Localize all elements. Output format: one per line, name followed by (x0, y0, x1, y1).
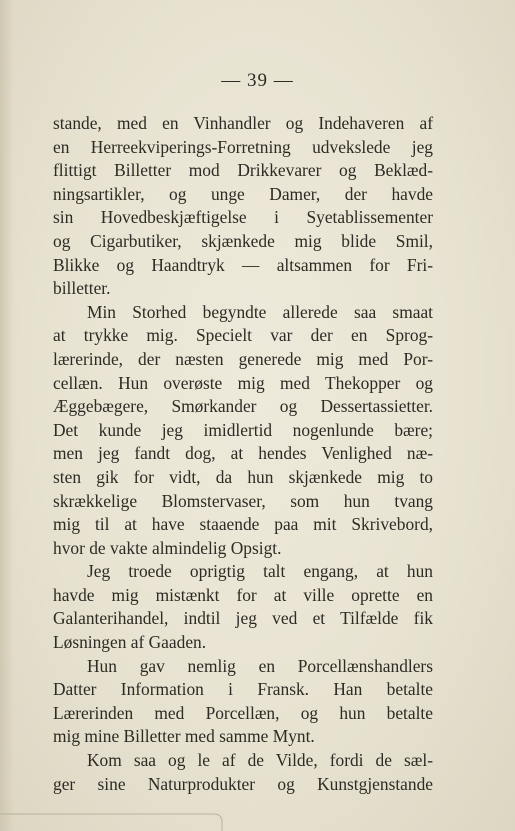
text-line: cellæn. Hun overøste mig med Thekopper og (53, 372, 433, 393)
text-line: Min Storhed begyndte allerede saa smaat (87, 301, 433, 322)
text-line: Galanterihandel, indtil jeg ved et Tilfælde fik (53, 608, 433, 629)
text-line: Lærerinden med Porcellæn, og hun betalte (53, 702, 433, 723)
text-line: billetter. (53, 278, 111, 299)
text-line: Datter Information i Fransk. Han betalte (53, 679, 433, 700)
text-line: Løsningen af Gaaden. (53, 632, 207, 653)
text-line: stande, med en Vinhandler og Indehaveren af (53, 113, 433, 133)
text-line: at trykke mig. Specielt var der en Sprog- (53, 325, 433, 346)
text-line: Æggebægere, Smørkander og Dessertassietter. (53, 396, 433, 417)
text-line: mig til at have staaende paa mit Skrivebord, (53, 514, 433, 535)
text-line: en Herreekviperings-Forretning udvekslede jeg (53, 136, 433, 157)
text-line: sin Hovedbeskjæftigelse i Syetablissementer (53, 207, 433, 228)
body-text (53, 112, 433, 796)
text-line: havde mig mistænkt for at ville oprette en (53, 584, 433, 605)
page-number: — 39 — (221, 70, 294, 91)
text-line: ger sine Naturprodukter og Kunstgjenstande (53, 773, 433, 794)
text-line: Blikke og Haandtryk — altsammen for Fri- (53, 254, 433, 275)
text-line: mig mine Billetter med samme Mynt. (53, 726, 315, 747)
text-line: hvor de vakte almindelig Opsigt. (53, 537, 282, 558)
text-line: Hun gav nemlig en Porcellænshandlers (87, 655, 433, 676)
text-line: sten gik for vidt, da hun skjænkede mig to (53, 466, 433, 487)
text-line: Jeg troede oprigtig talt engang, at hun (87, 561, 433, 582)
text-line: ningsartikler, og unge Damer, der havde (53, 183, 433, 204)
text-line: flittigt Billetter mod Drikkevarer og Beklæd- (53, 160, 433, 181)
page-spine-shadow (0, 0, 14, 831)
text-line: skrækkelige Blomstervaser, som hun tvang (53, 490, 433, 511)
text-line: lærerinde, der næsten generede mig med Por- (53, 348, 433, 369)
page-edge-curve (0, 806, 230, 831)
text-line: men jeg fandt dog, at hendes Venlighed næ- (53, 443, 433, 464)
text-line: Det kunde jeg imidlertid nogenlunde bære; (53, 419, 433, 440)
text-line: Kom saa og le af de Vilde, fordi de sæl- (87, 750, 433, 771)
text-line: og Cigarbutiker, skjænkede mig blide Smil, (53, 230, 433, 251)
